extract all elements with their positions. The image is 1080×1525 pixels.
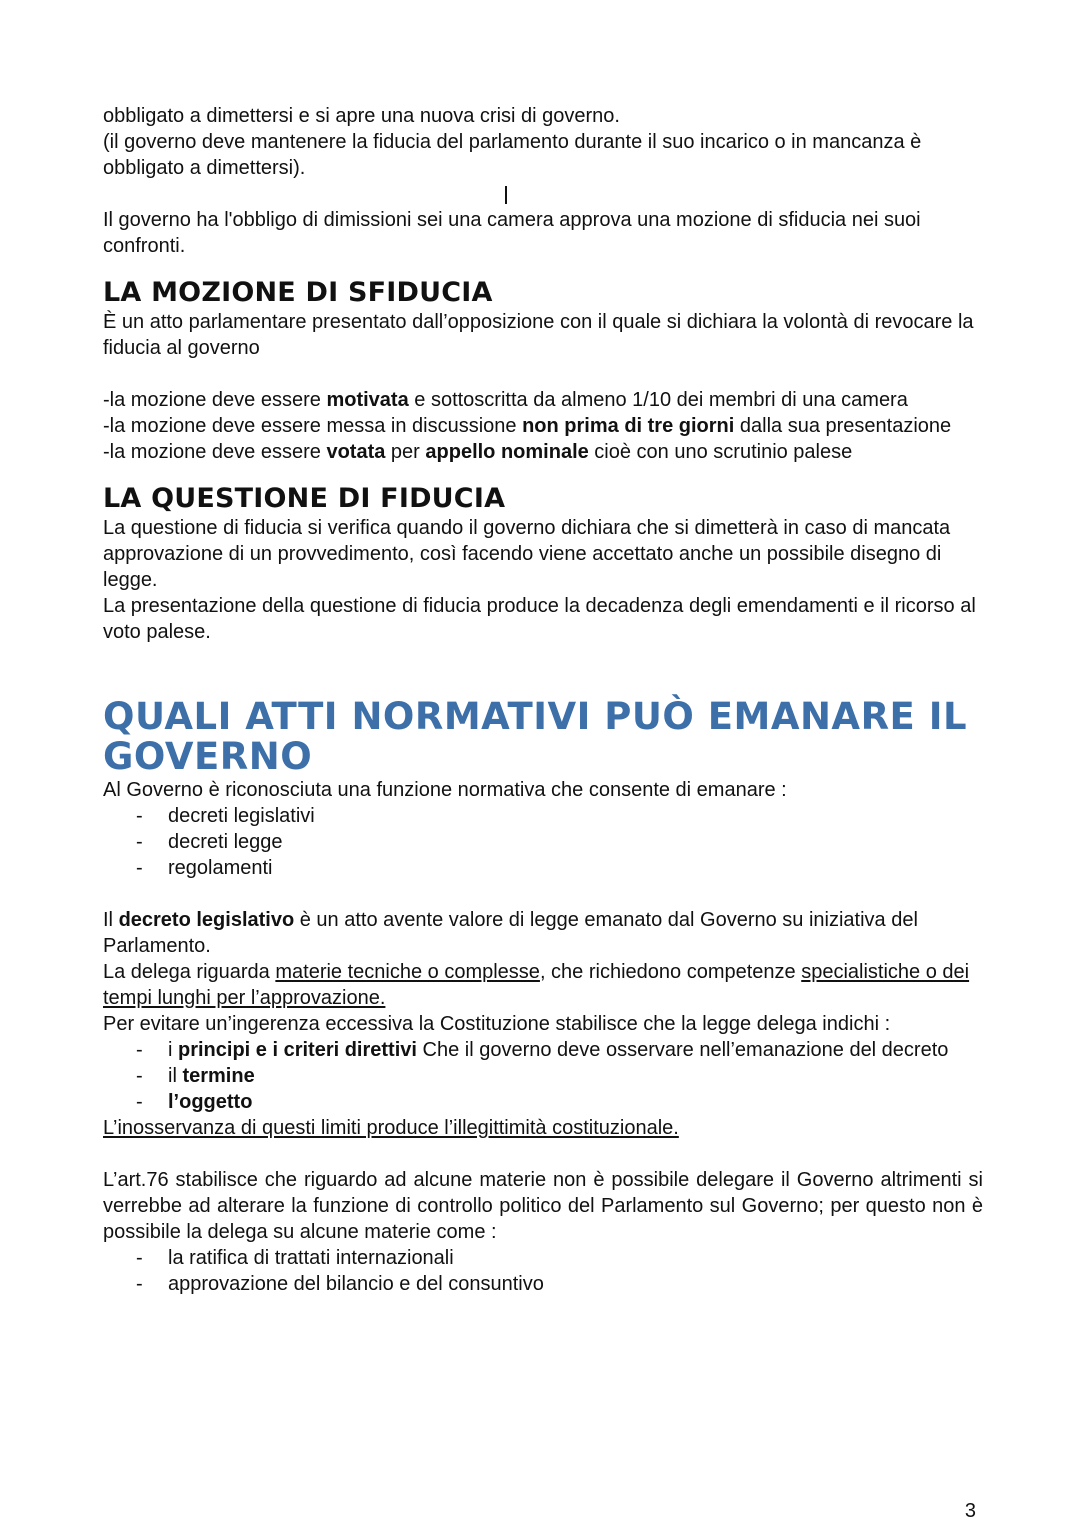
mozione-rule-3: -la mozione deve essere votata per appello nominale cioè con uno scrutinio palese — [103, 441, 853, 463]
intro-line-1: obbligato a dimettersi e si apre una nuova crisi di governo. — [103, 105, 620, 127]
list-item: - regolamenti — [136, 857, 273, 879]
heading-atti-normativi: QUALI ATTI NORMATIVI PUÒ EMANARE IL GOVERNO — [103, 695, 968, 778]
art76-paragraph: L’art.76 stabilisce che riguardo ad alcune materie non è possibile delegare il Governo altrimenti si verrebbe ad alterare la funzione di controllo politico del Parlamento sul Governo; per questo non è possibile la delega su alcune materie come : — [103, 1169, 983, 1243]
list-item: - il termine — [136, 1065, 255, 1087]
text-cursor-row — [103, 181, 983, 207]
delega-list — [103, 1037, 983, 1115]
list-item: - decreti legislativi — [136, 805, 315, 827]
list-item: - i principi e i criteri direttivi Che il governo deve osservare nell’emanazione del decreto — [136, 1039, 949, 1061]
decreto-paragraph-4: L’inosservanza di questi limiti produce l’illegittimità costituzionale. — [103, 1117, 679, 1139]
list-item: - decreti legge — [136, 831, 283, 853]
atti-list — [103, 803, 983, 881]
art76-list — [103, 1245, 983, 1297]
decreto-paragraph-1: Il decreto legislativo è un atto avente valore di legge emanato dal Governo su iniziativa del Parlamento. — [103, 909, 918, 957]
decreto-paragraph-2: La delega riguarda materie tecniche o complesse, che richiedono competenze specialistiche o dei tempi lunghi per l’approvazione. — [103, 961, 970, 1009]
list-item: - approvazione del bilancio e del consuntivo — [136, 1273, 544, 1295]
heading-questione-di-fiducia: LA QUESTIONE DI FIDUCIA — [103, 483, 506, 514]
intro-line-2: (il governo deve mantenere la fiducia del parlamento durante il suo incarico o in mancanza è obbligato a dimettersi). — [103, 131, 922, 179]
mozione-rule-2: -la mozione deve essere messa in discussione non prima di tre giorni dalla sua presentazione — [103, 415, 952, 437]
mozione-rule-1: -la mozione deve essere motivata e sottoscritta da almeno 1/10 dei membri di una camera — [103, 389, 908, 411]
questione-paragraph-2: La presentazione della questione di fiducia produce la decadenza degli emendamenti e il ricorso al voto palese. — [103, 595, 976, 643]
document-page — [103, 103, 983, 1297]
list-item: - la ratifica di trattati internazionali — [136, 1247, 454, 1269]
atti-intro: Al Governo è riconosciuta una funzione normativa che consente di emanare : — [103, 779, 787, 801]
questione-paragraph-1: La questione di fiducia si verifica quando il governo dichiara che si dimetterà in caso di mancata approvazione di un provvedimento, così facendo viene accettato anche un possibile disegno di legge. — [103, 517, 951, 591]
mozione-definition: È un atto parlamentare presentato dall’opposizione con il quale si dichiara la volontà di revocare la fiducia al governo — [103, 311, 974, 359]
text-cursor-icon — [505, 186, 507, 204]
heading-mozione-di-sfiducia: LA MOZIONE DI SFIDUCIA — [103, 277, 493, 308]
list-item: - l’oggetto — [136, 1091, 253, 1113]
page-number: 3 — [964, 1500, 976, 1522]
decreto-paragraph-3: Per evitare un’ingerenza eccessiva la Costituzione stabilisce che la legge delega indichi : — [103, 1013, 891, 1035]
intro-line-3: Il governo ha l'obbligo di dimissioni sei una camera approva una mozione di sfiducia nei suoi confronti. — [103, 209, 921, 257]
